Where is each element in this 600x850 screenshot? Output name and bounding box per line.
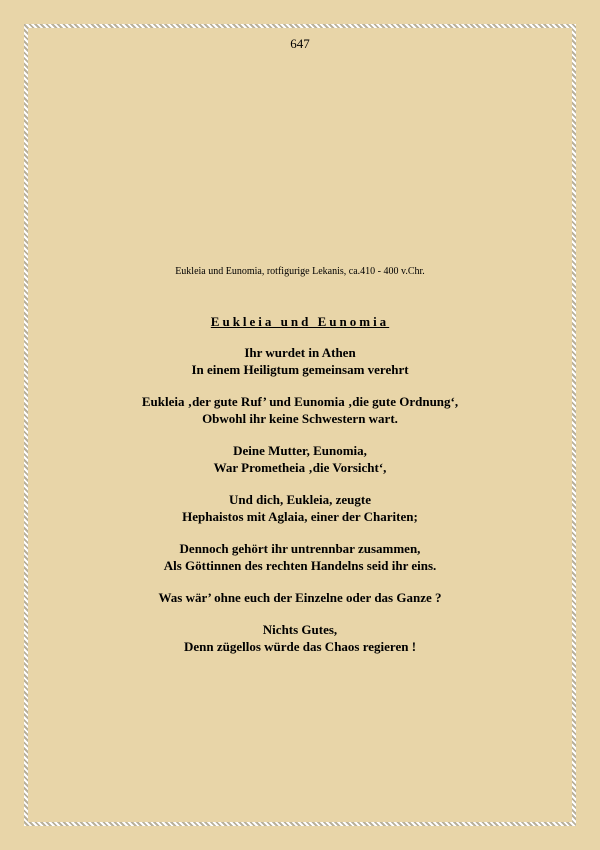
poem-line: Obwohl ihr keine Schwestern wart. bbox=[202, 411, 398, 426]
poem-line: War Prometheia ‚die Vorsicht‘, bbox=[213, 460, 387, 475]
poem-title: Eukleia und Eunomia bbox=[210, 314, 390, 329]
page-number: 647 bbox=[290, 36, 310, 51]
poem-stanza bbox=[0, 442, 600, 476]
poem-line: Nichts Gutes, bbox=[262, 622, 338, 637]
poem-stanza bbox=[0, 540, 600, 574]
poem-stanza bbox=[0, 344, 600, 378]
poem-line: In einem Heiligtum gemeinsam verehrt bbox=[191, 362, 409, 377]
poem-line: Was wär’ ohne euch der Einzelne oder das Ganze ? bbox=[158, 590, 442, 605]
poem-line: Eukleia ‚der gute Ruf’ und Eunomia ‚die gute Ordnung‘, bbox=[141, 394, 459, 409]
poem-line: Denn zügellos würde das Chaos regieren ! bbox=[183, 639, 417, 654]
poem-line: Deine Mutter, Eunomia, bbox=[233, 443, 367, 458]
poem-stanza bbox=[0, 393, 600, 427]
image-caption: Eukleia und Eunomia, rotfigurige Lekanis, ca.410 - 400 v.Chr. bbox=[175, 266, 425, 277]
poem-line: Dennoch gehört ihr untrennbar zusammen, bbox=[179, 541, 421, 556]
poem-line: Hephaistos mit Aglaia, einer der Chariten; bbox=[182, 509, 418, 524]
poem bbox=[0, 313, 600, 670]
poem-line: Ihr wurdet in Athen bbox=[244, 345, 356, 360]
poem-line: Und dich, Eukleia, zeugte bbox=[229, 492, 371, 507]
poem-stanza bbox=[0, 491, 600, 525]
poem-stanza bbox=[0, 621, 600, 655]
poem-line: Als Göttinnen des rechten Handelns seid ihr eins. bbox=[163, 558, 437, 573]
poem-stanza bbox=[0, 589, 600, 606]
